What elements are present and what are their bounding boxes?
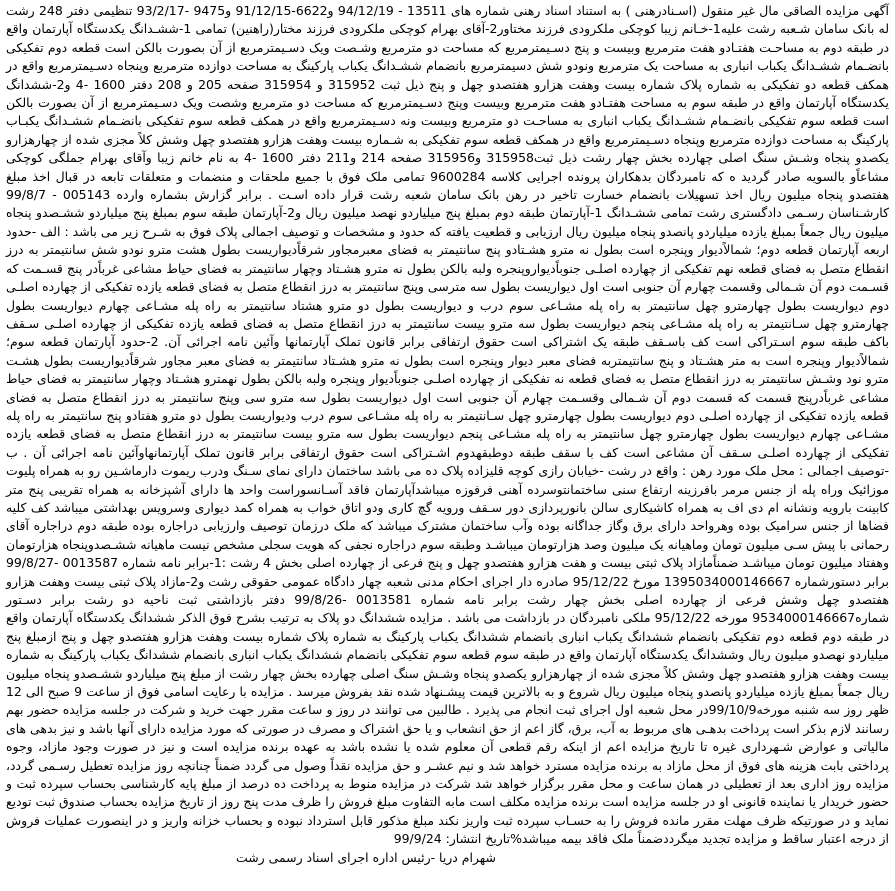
auction-notice-body: آگهی مزایده الصاقی مال غیر منقول (اسـنادرهنی ) به استناد اسناد رهنی شماره های 13511 - 94/12/19 و6622-91/12/15 و9475 -93/2/17 تنظیمی دفتر 248 رشت له بانک سامان شـعبه رشت علیه1-خـانم زیبا کوچکی ملکرودی فرزند مختاور2-آقای بهرام کوچکی ملکرودی فرزند مختار(راهنین) تمامی 1-ششـدانگ یکدستگاه آپارتمان واقع در طبقه دوم به مساحـت هفتـادو هفت مترمربع وبیست و پنج دسـیمترمربع که مساحت دو مترمربع وشـصت ویک دسـیمترمربع از آن بصورت بالکن است قطعه دوم تفکیکی بانضـمام ششـدانگ یکباب انباری به مساحت یک مترمربع ونودو شش دسیمترمربع بانضمام ششـدانگ یکباب پارکینگ به مساحت دوازده مترمربع وپنجاه دسـیمترمربع واقع در همکف قطعه دو تفکیکی به شماره پلاک شماره بیست وهفت هزارو هفتصدو چهل و پنج ذیل ثبت 315952 و 315954 صفحه 205 و 208 دفتر 1600 -4 و2-ششدانگ یکدستگاه آپارتمان واقع در طبقه سوم به مساحت هفتـادو هفت مترمربع وبیست وپنج دسـیمترمربع که مساحت دو مترمربع وشصت ویک دسـیمترمربع از آن بصورت بالکن است قطعه سوم تفکیکی بانضـمام ششـدانگ یکباب انباری به مساحـت دو مترمربع وبیست ونه دسـیمترمربع واقع در همکف قطعه سوم تفکیکی بانضـمام ششـدانگ یکبـاب پارکینگ به مساحت دوازده مترمربع وپنجاه دسـیمترمربع واقع در همکف قطعه سوم تفکیکی به شـماره بیست وهفت هزارو هفتصدو چهل وشش کلاً مجزی شده از چهارهزارو یکصدو پنجاه وشـش سنگ اصلی چهارده بخش چهار رشت ذیل ثبت315958 و315956 صفحه 214 و211 دفتر 1600 -4 به نام خانم زیبا وآقای بهرام جملگی کوچکی مشاعاًو بالسویه صادر گردید ه که نامبردگان بدهکاران پرونده اجرایی کلاسه 9600284 تمامی ملک فوق با جمیع ملحقات و منضمات و متعلقات تابعه در قبال اخذ مبلغ هفتصدو پنجاه میلیون ریال اخذ تسهیلات بانضمام خسارت تاخیر در رهن بانک سامان شعبه رشت قرار داده اسـت . برابر گزارش بشماره وارده 005143 - 99/8/7 کارشـناسان رسـمی دادگستری رشت تمامی ششـدانگ 1-آپارتمان طبقه دوم بمبلغ پنج میلیاردو نهصد میلیون ریال و2-آپارتمان طبقه سوم بمبلغ پنج میلیاردو ششـصدو پنجاه میلیون ریال جمعاً بمبلغ یازده میلیاردو پانصدو پنجاه میلیون ریال ارزیابی و قطعیت یافته که حدود و مشخصات و توصیف اجمالی پلاک فوق به شـرح زیر می باشد : الف -حدود اربعه آپارتمان قطعه دوم؛ شمالاًدیوار وپنجره است بطول نه مترو هشـتادو پنج سانتیمتر به فضای معبرمجاور شرقاًدیواریست بطول هشت مترو نودو شش سانتیمتر به درز انقطاع متصل به فضای قطعه نهم تفکیکی از چهارده اصلـی جنوباًدیواروپنجره ولبه بالکن بطول نه مترو هشـتاد وچهار سانتیمتر به فضای حیاط مشاعی غرباًدر پنج قسـمت که قسـمت دوم آن شـمالی وقسمت چهارم آن جنوبی است اول دیواریست بطول سه مترسی وپنج سانتیمتر به درز انقطاع متصل به فضای قطعه یازده تفکیکی از چهارده اصلـی دوم دیواریست بطول چهارمترو چهل سانتیمتر به راه پله مشـاعی سوم درب و دیواریست بطول دو مترو هشتاد سانتیمتر به راه پله مشـاعی چهارم دیواریست بطول چهارمترو چهل سـانتیمتر به راه پله مشـاعی پنجم دیواریست بطول سه مترو بیست سانتیمتر به درز انقطاع متصل به فضای قطعه یازده تفکیکی از چهارده اصلـی سـقف باکف طبقه سوم اسـتراکی است کف باسـقف طبقه یک اشتراکی است حقوق ارتفاقی برابر قانون تملک آپارتمانها وآئین نامه اجرائی آن. 2-حدود آپارتمان قطعه سوم؛ شمالاًدیوار وپنجره است به متر هشـتاد و پنج سانتیمتربه فضای معبر دیوار وپنجره است بطول نه مترو هشـتاد سانتیمتر به فضای معبر مجاور شرقاًدیواریست بطول هشـت مترو نود وشـش سانتیمتر به درز انقطاع متصل به فضای قطعه نه تفکیکی از چهارده اصلـی جنوباًدیوار وپنجره ولبه بالکن بطول نهمترو هشـتاد وچهار سانتیمتر به فضای حیاط مشاعی غرباًدرپنج قسمت که قسمت دوم آن شـمالی وقسـمت چهارم آن جنوبی است اول دیواریست بطول سه مترو سی وپنج سانتیمتر به درز انقطاع متصل به فضای قطعه یازده تفکیکی از چهارده اصلـی دوم دیواریست بطول چهارمترو چهل سـانتیمتر به راه پله مشـاعی سوم درب ودیواریست بطول دو مترو هفتادو پنج سانتیمتر به راه پله مشـاعی چهارم دیواریست بطول چهارمترو چهل سانتیمتر به راه پله مشـاعی پنجم دیواریست بطول سه مترو بیست سانتیمتر به درز انقطاع متصل به فضای قطعه یازده تفکیکی از چهارده اصلـی سـقف آن مشاعی است کف با سقف طبقه دوطبقهدوم اشـتراکی است حقوق ارتفاقی برابر قانون تملک آپارتمانهاوآئین نامه اجرائی آن . ب -توصیف اجمالی : محل ملک مورد رهن : واقع در رشت -خیابان رازی کوچه قلیزاده پلاک ده می باشد ساختمان دارای نمای سـنگ ودرب ریموت دارماشـین رو به همراه پلیوت موزائیک وراه پله از جنس مرمر بافرزینه ارتفاع سنی ساختمانتوسرده آهنی فرفوزه میباشدآپارتمان فاقد آسـانسوراست واحد ها دارای آشپزخانه به همراه تقریبی پنج متر کابینت بارویه ونشانه ام دی اف به همراه کاشیکاری سالن بانورپردازی دور سـقف ورویه گچ کاری ودو اتاق خواب به همراه کمد دیواری وسرویس بهداشتی میباشد کف کلیه فضاها از جنس سرامیک بوده وهرواحد دارای برق وگاز جداگانه بوده وآب ساختمان مشترک میباشد که ملک درزمان توصیف وارزیابی دراجاره بوده طبقه دوم دراجاره آقای رحمانی با پیش سـی میلیون تومان وماهیانه یک میلیون وصد هزارتومان میباشـد وطبقه سوم دراجاره نجفی که هویت سجلی مشخص نیست ماهیانه ششـصدوپنجاه هزارتومان وهفتاد میلیون تومان میباشـد ضمناًمازاد پلاک ثبتی بیست و هفت هزارو هفتصدو چهل و پنج فرعی از چهارده اصلی بخش 4 رشت :1-برابر نامه شماره 0013587 -99/8/27 برابر دستورشماره 1395034000146667 مورخ 95/12/22 صادره دار اجرای احکام مدنی شعبه چهار دادگاه عمومی حقوقی رشت و2-مازاد پلاک ثبتی بیست وهفت هزارو هفتصدو چهل وشش فرعی از چهارده اصلی بخش چهار رشت برابر نامه شماره 0013581 -99/8/26 دفتر بازداشتی ثبت ناحیه دو رشت برابر دسـتور شماره9534000146667 مورخه 95/12/22 ملکی نامبردگان در بازداشت می باشد . مزایده ششدانگ دو پلاک به ترتیب بشرح فوق الذکر ششدانگ یکدستگاه آپارتمان واقع در طبقه دوم قطعه دوم تفکیکی بانضمام ششدانگ یکباب انباری بانضمام ششدانگ یکباب پارکینگ به شماره پلاک شماره بیست وهفت هزارو هفتصدو چهل و پنج ازمبلغ پنج میلیاردو نهصدو میلیون ریال وششدانگ یکدستگاه آپارتمان واقع در طبقه سوم قطعه سوم تفکیکی بانضمام ششدانگ یکباب انباری بانضمام ششدانگ یکباب پارکینگ به شماره بیست وهفت هزارو هفتصدو چهل وشش کلاً مجزی شده از چهارهزارو یکصدو پنجاه وشـش سنگ اصلی چهارده بخش چهار رشت از مبلغ پنج میلیاردو ششـصدو پنجاه میلیون ریال جمعاً بمبلغ یازده میلیاردو پانصدو پنجاه میلیون ریال شروع و به بالاترین قیمت پیشـنهاد شده نقد بفروش میرسد . مزایده با رعایت اسامی فوق از ساعت 9 صبح الی 12 ظهر روز سه شنبه مورخه99/10/9در محل شعبه اول اجرای ثبت انجام می پذیرد . طالبین می توانند در روز و ساعت مقرر جهت خرید و شرکت در جلسه مزایده حضور بهم رسانند لازم بذکر است پرداخت بدهـی های مربوط به آب، برق، گاز اعم از حق انشعاب و یا حق اشتراک و مصرف در صورتی که مورد مزایده دارای آنها باشد و نیز بدهی های مالیاتی و عوارض شـهرداری غیره تا تاریخ مزایده اعم از اینکه رقم قطعی آن معلوم شده یا نشده باشد به عهده برنده مزایده است و نیز در صورت وجود مازاد، وجوه پرداختی بابت هزینه های فوق از محل مازاد به برنده مزایده مسترد خواهد شد و نیم عشـر و حق مزایده نقداً وصول می گردد ضمناً چنانچه روز مزایده تعطیل رسـمی گردد، مزایده روز اداری بعد از تعطیلی در همان ساعت و محل مقرر برگزار خواهد شد شرکت در مزایده منوط به پرداخت ده درصد از مبلغ پایه کارشناسی بحساب سپرده ثبت و حضور خریدار یا نماینده قانونی او در جلسه مزایده است برنده مزایده مکلف است مابه التفاوت مبلغ فروش را ظرف مدت پنج روز از تاریخ مزایده بحساب صندوق ثبت تودیع نماید و در صورتیکه ظرف مهلت مقرر مانده فروش را به حسـاب سپرده ثبت واریز نکند مبلغ مذکور قابل استرداد نبوده و بحساب خزانه واریز و در اینصورت عملیات فروش از درجه اعتبار ساقط و مزایده تجدید میگرددضمناً ملک فاقد بیمه میباشد%تاریخ انتشار: 99/9/24 [6, 3, 890, 847]
notice-signature: شهرام دریا -رئیس اداره اجرای اسناد رسمی رشت [236, 849, 496, 865]
